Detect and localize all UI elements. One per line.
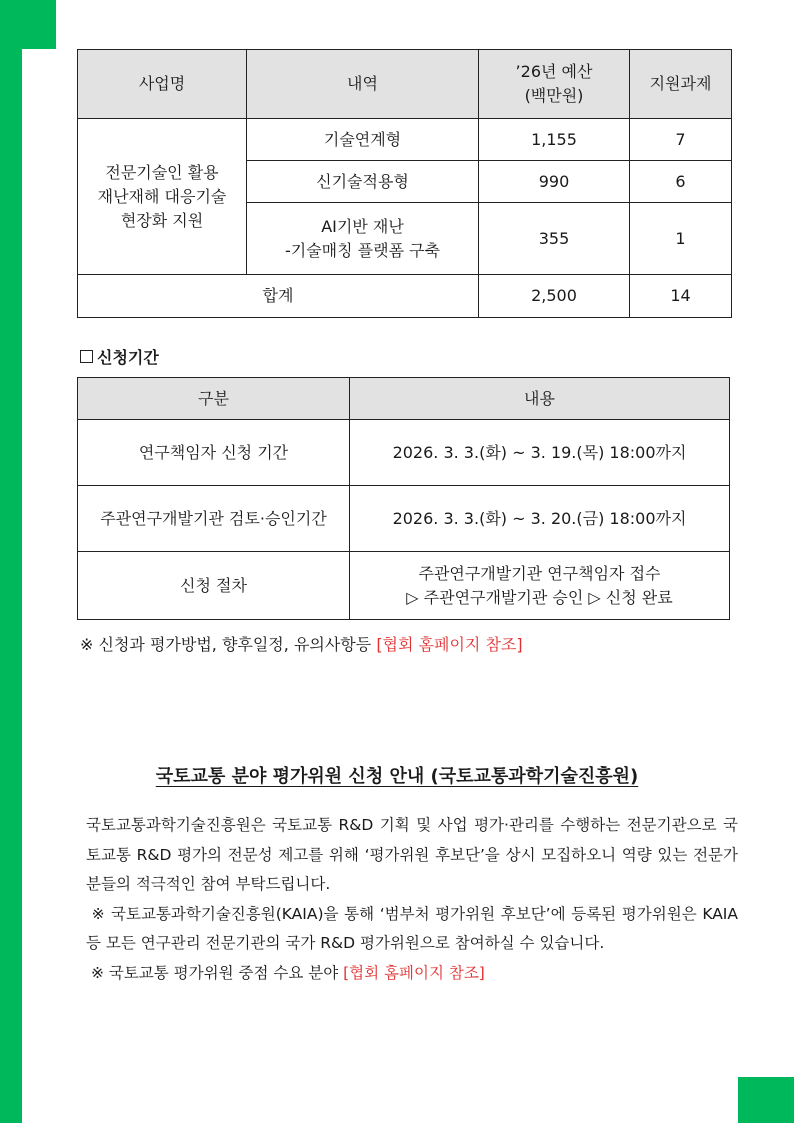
period-label-cell: 주관연구개발기관 검토·승인기간 [78, 486, 350, 552]
left-green-bar [0, 0, 22, 1123]
budget-cell: 990 [479, 161, 630, 203]
period-label-cell: 연구책임자 신청 기간 [78, 420, 350, 486]
budget-cell: 355 [479, 203, 630, 275]
header-details: 내역 [247, 50, 479, 119]
header-content: 내용 [350, 378, 730, 420]
kaia-body [86, 811, 743, 988]
total-budget: 2,500 [479, 275, 630, 318]
period-value-cell: 2026. 3. 3.(화) ~ 3. 19.(목) 18:00까지 [350, 420, 730, 486]
period-value-cell: 2026. 3. 3.(화) ~ 3. 20.(금) 18:00까지 [350, 486, 730, 552]
period-table [77, 377, 730, 620]
count-cell: 7 [630, 119, 732, 161]
header-budget: ’26년 예산 (백만원) [479, 50, 630, 119]
period-heading-text: 신청기간 [97, 348, 159, 367]
period-value-cell: 주관연구개발기관 연구책임자 접수 ▷ 주관연구개발기관 승인 ▷ 신청 완료 [350, 552, 730, 620]
period-note-text: ※ 신청과 평가방법, 향후일정, 유의사항등 [80, 635, 377, 654]
period-table-header-row [78, 378, 730, 420]
count-cell: 1 [630, 203, 732, 275]
kaia-note [86, 959, 738, 989]
period-label-cell: 신청 절차 [78, 552, 350, 620]
kaia-paragraph-2: ※ 국토교통과학기술진흥원(KAIA)을 통해 ‘범부처 평가위원 후보단’에 등록된 평가위원은 KAIA 등 모든 연구관리 전문기관의 국가 R&D 평가위원으로 참여하실 수 있습니다. [86, 904, 743, 952]
header-project-count: 지원과제 [630, 50, 732, 119]
item-cell: AI기반 재난 -기술매칭 플랫폼 구축 [247, 203, 479, 275]
budget-table-header-row [78, 50, 732, 119]
checkbox-square-icon [80, 350, 93, 363]
total-count: 14 [630, 275, 732, 318]
total-row [78, 275, 732, 318]
kaia-section-title: 국토교통 분야 평가위원 신청 안내 (국토교통과학기술진흥원) [155, 766, 639, 787]
item-cell: 신기술적용형 [247, 161, 479, 203]
kaia-note-text: ※ 국토교통 평가위원 중점 수요 분야 [86, 963, 344, 982]
top-green-block [0, 0, 56, 49]
period-note [80, 633, 523, 657]
period-section-heading [80, 345, 159, 368]
table-row [78, 119, 732, 161]
table-row [78, 552, 730, 620]
kaia-note-link[interactable]: [협회 홈페이지 참조] [343, 963, 485, 982]
program-name-cell: 전문기술인 활용 재난재해 대응기술 현장화 지원 [78, 119, 247, 275]
header-category: 구분 [78, 378, 350, 420]
budget-cell: 1,155 [479, 119, 630, 161]
item-cell: 기술연계형 [247, 119, 479, 161]
table-row [78, 486, 730, 552]
bottom-right-green-block [738, 1077, 794, 1123]
count-cell: 6 [630, 161, 732, 203]
budget-table [77, 49, 732, 318]
period-note-link[interactable]: [협회 홈페이지 참조] [376, 635, 523, 654]
table-row [78, 420, 730, 486]
kaia-paragraph-1: 국토교통과학기술진흥원은 국토교통 R&D 기획 및 사업 평가·관리를 수행하는 전문기관으로 국토교통 R&D 평가의 전문성 제고를 위해 ‘평가위원 후보단’을 상시 모집하오니 역량 있는 전문가분들의 적극적인 참여 부탁드립니다. [86, 816, 738, 893]
header-program-name: 사업명 [78, 50, 247, 119]
total-label: 합계 [78, 275, 479, 318]
